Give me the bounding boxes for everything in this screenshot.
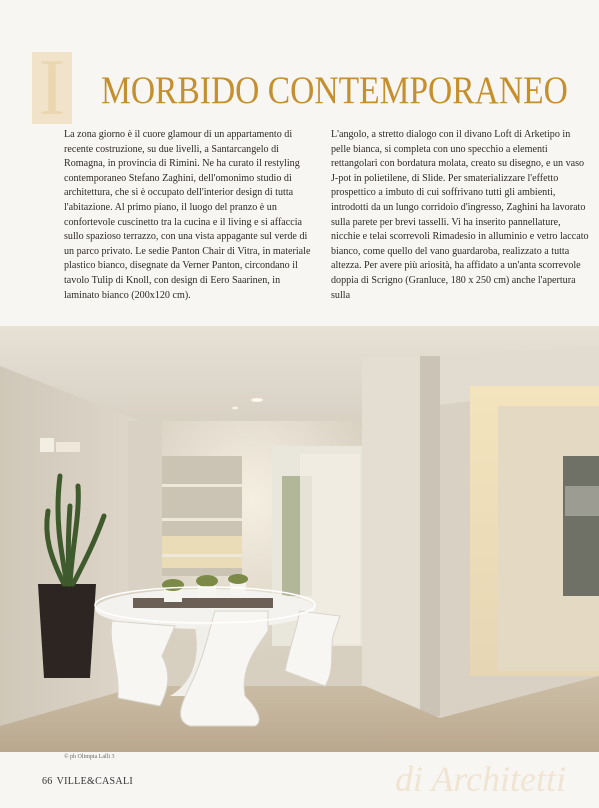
magazine-name: VILLE&CASALI bbox=[56, 776, 133, 787]
section-watermark: di Architetti bbox=[395, 759, 566, 799]
body-text-column-right: L'angolo, a stretto dialogo con il divano Loft di Arketipo in pelle bianca, si completa con uno specchio a elementi rettangolari con bordatura molata, creato su disegno, e un vaso J-pot in polietilene, di Slide. Per smaterializzare l'effetto prospettico a imbuto di cui soffrivano tutti gli ambienti, introdotti da un lungo corridoio d'ingresso, Zaghini ha lavorato sulla parete per brevi tasselli. Vi ha inserito pannellature, nicchie e telai scorrevoli Rimadesio in alluminio e vetro laccato bianco, come quello del vano guardaroba, realizzato a tutta altezza. Per avere più ariosità, ha affidato a un'anta scorrevole doppia di Scrigno (Granluce, 180 x 250 cm) anche l'apertura sulla bbox=[331, 129, 589, 301]
article-title: MORBIDO CONTEMPORANEO bbox=[101, 69, 568, 112]
photo-credit: © ph Olimpia Lalli 3 bbox=[64, 754, 115, 760]
page-footer bbox=[42, 776, 133, 787]
interior-dining-room-photo bbox=[0, 326, 599, 752]
body-text-column-left: La zona giorno è il cuore glamour di un appartamento di recente costruzione, su due livelli, a Santarcangelo di Romagna, in provincia di Rimini. Ne ha curato il restyling contemporaneo Stefano Zaghini, dell'omonimo studio di architettura, che si è occupato dell'interior design di tutta l'abitazione. Al primo piano, il luogo del pranzo è un confortevole cuscinetto tra la cucina e il living e si affaccia sullo spazioso terrazzo, con una vista appagante sul verde di un parco privato. Le sedie Panton Chair di Vitra, in materiale plastico bianco, disegnate da Verner Panton, circondano il tavolo Tulip di Knoll, con design di Eero Saarinen, in laminato bianco (200x120 cm). bbox=[64, 129, 311, 301]
page-number: 66 bbox=[42, 776, 53, 787]
drop-cap-decoration: I bbox=[32, 52, 72, 124]
